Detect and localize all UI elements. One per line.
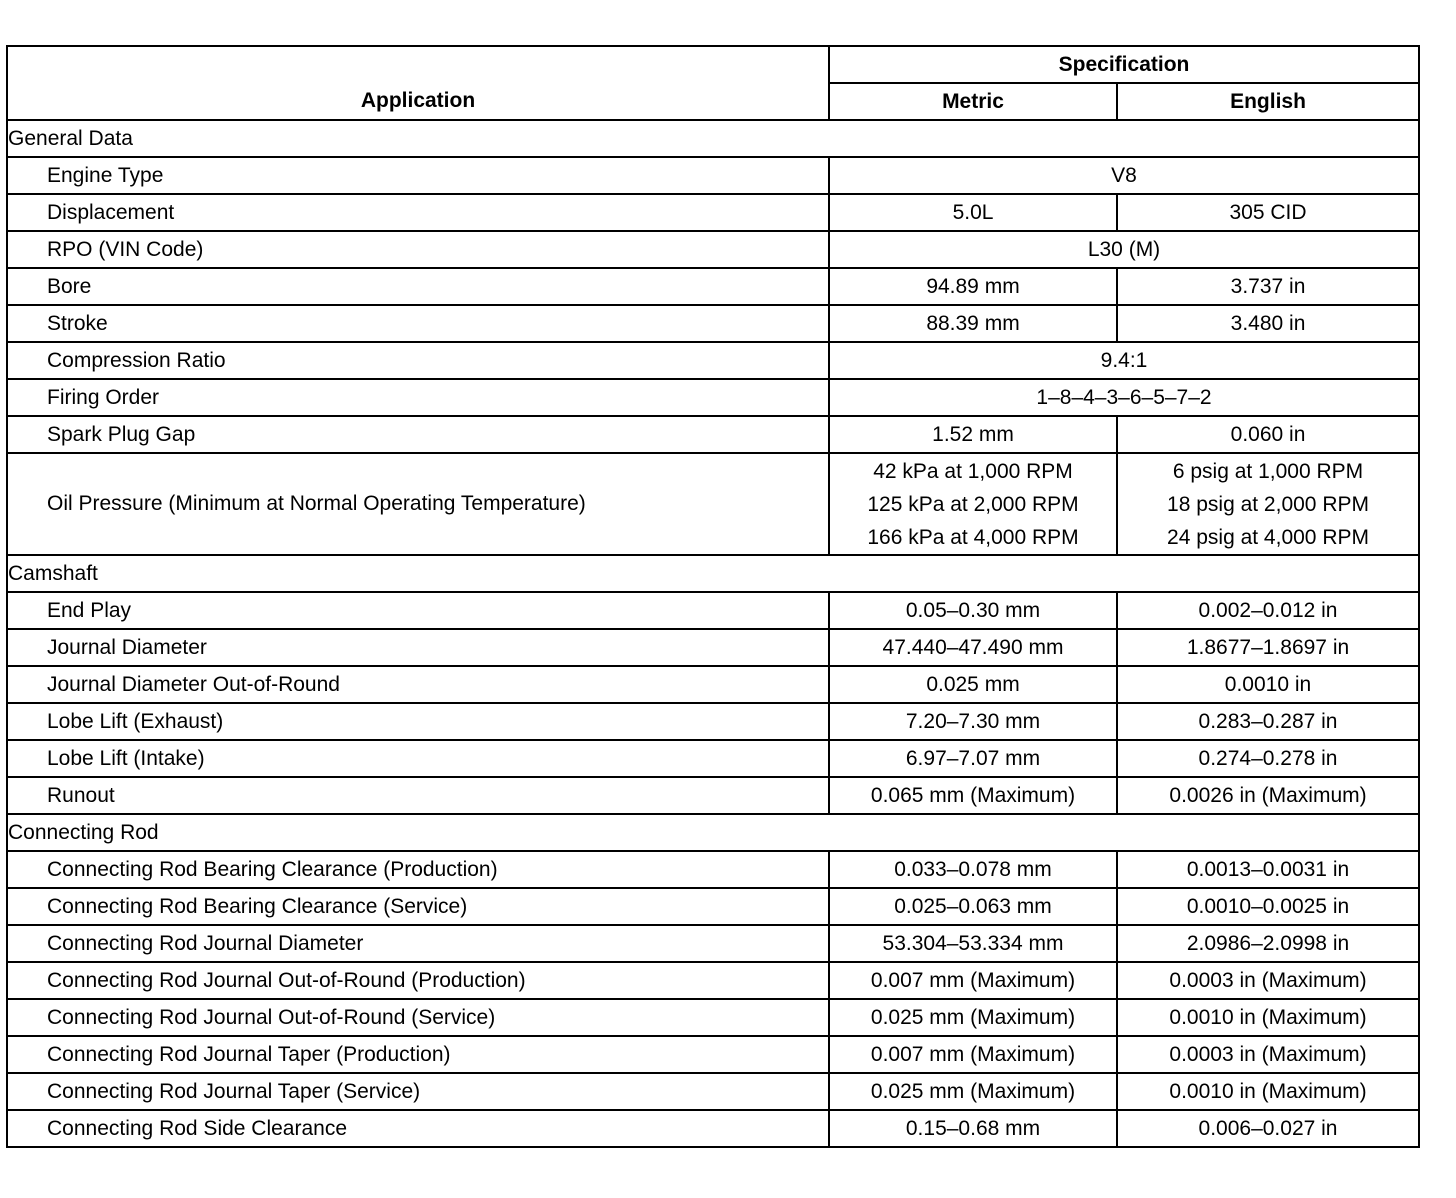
spec-line: 166 kPa at 4,000 RPM bbox=[867, 525, 1079, 549]
metric-cell: 0.025 mm (Maximum) bbox=[829, 1073, 1117, 1110]
table-row bbox=[7, 1110, 1419, 1147]
metric-cell: 0.033–0.078 mm bbox=[829, 851, 1117, 888]
english-cell: 3.480 in bbox=[1117, 305, 1419, 342]
table-row bbox=[7, 629, 1419, 666]
metric-cell: 0.065 mm (Maximum) bbox=[829, 777, 1117, 814]
metric-cell: 6.97–7.07 mm bbox=[829, 740, 1117, 777]
table-row bbox=[7, 1036, 1419, 1073]
metric-cell bbox=[829, 453, 1117, 555]
combined-spec-cell: 9.4:1 bbox=[829, 342, 1419, 379]
table-row bbox=[7, 962, 1419, 999]
english-cell: 0.002–0.012 in bbox=[1117, 592, 1419, 629]
table-row bbox=[7, 777, 1419, 814]
application-cell: Compression Ratio bbox=[7, 342, 829, 379]
section-title: Camshaft bbox=[7, 555, 1419, 592]
table-row bbox=[7, 231, 1419, 268]
metric-cell: 1.52 mm bbox=[829, 416, 1117, 453]
spec-line: 42 kPa at 1,000 RPM bbox=[873, 459, 1073, 483]
application-cell: RPO (VIN Code) bbox=[7, 231, 829, 268]
application-cell: Bore bbox=[7, 268, 829, 305]
combined-spec-cell: L30 (M) bbox=[829, 231, 1419, 268]
table-row bbox=[7, 888, 1419, 925]
english-cell: 0.0010 in (Maximum) bbox=[1117, 1073, 1419, 1110]
table-row bbox=[7, 194, 1419, 231]
english-cell: 0.0010–0.0025 in bbox=[1117, 888, 1419, 925]
metric-header: Metric bbox=[829, 83, 1117, 120]
section-row bbox=[7, 120, 1419, 157]
application-cell: Firing Order bbox=[7, 379, 829, 416]
application-cell: Connecting Rod Bearing Clearance (Production) bbox=[7, 851, 829, 888]
table-row bbox=[7, 416, 1419, 453]
english-cell: 305 CID bbox=[1117, 194, 1419, 231]
table-row bbox=[7, 1073, 1419, 1110]
table-header bbox=[7, 46, 1419, 120]
english-cell: 3.737 in bbox=[1117, 268, 1419, 305]
table-row bbox=[7, 453, 1419, 555]
metric-cell: 0.025 mm (Maximum) bbox=[829, 999, 1117, 1036]
application-cell: Connecting Rod Side Clearance bbox=[7, 1110, 829, 1147]
metric-cell: 5.0L bbox=[829, 194, 1117, 231]
english-cell: 0.006–0.027 in bbox=[1117, 1110, 1419, 1147]
section-row bbox=[7, 814, 1419, 851]
application-cell: Spark Plug Gap bbox=[7, 416, 829, 453]
application-cell: Displacement bbox=[7, 194, 829, 231]
section-title: General Data bbox=[7, 120, 1419, 157]
spec-line: 24 psig at 4,000 RPM bbox=[1167, 525, 1369, 549]
english-cell: 1.8677–1.8697 in bbox=[1117, 629, 1419, 666]
metric-cell: 0.025–0.063 mm bbox=[829, 888, 1117, 925]
application-cell: Stroke bbox=[7, 305, 829, 342]
table-row bbox=[7, 268, 1419, 305]
metric-cell: 94.89 mm bbox=[829, 268, 1117, 305]
table-row bbox=[7, 925, 1419, 962]
metric-cell: 47.440–47.490 mm bbox=[829, 629, 1117, 666]
table-row bbox=[7, 999, 1419, 1036]
english-cell: 0.0013–0.0031 in bbox=[1117, 851, 1419, 888]
spec-line: 6 psig at 1,000 RPM bbox=[1172, 459, 1364, 483]
table-row bbox=[7, 851, 1419, 888]
spec-line: 125 kPa at 2,000 RPM bbox=[867, 492, 1079, 516]
application-cell: Connecting Rod Journal Out-of-Round (Production) bbox=[7, 962, 829, 999]
metric-cell: 88.39 mm bbox=[829, 305, 1117, 342]
application-cell: Runout bbox=[7, 777, 829, 814]
application-cell: Connecting Rod Journal Diameter bbox=[7, 925, 829, 962]
application-cell: Connecting Rod Journal Taper (Production) bbox=[7, 1036, 829, 1073]
table-row bbox=[7, 740, 1419, 777]
metric-cell: 53.304–53.334 mm bbox=[829, 925, 1117, 962]
table-row bbox=[7, 703, 1419, 740]
table-row bbox=[7, 157, 1419, 194]
english-cell: 0.0026 in (Maximum) bbox=[1117, 777, 1419, 814]
application-cell: Journal Diameter bbox=[7, 629, 829, 666]
application-cell: Connecting Rod Journal Out-of-Round (Service) bbox=[7, 999, 829, 1036]
english-cell: 0.0003 in (Maximum) bbox=[1117, 1036, 1419, 1073]
application-cell: End Play bbox=[7, 592, 829, 629]
application-header: Application bbox=[7, 46, 829, 120]
application-cell: Oil Pressure (Minimum at Normal Operating Temperature) bbox=[7, 453, 829, 555]
specification-header: Specification bbox=[829, 46, 1419, 83]
application-cell: Connecting Rod Bearing Clearance (Service) bbox=[7, 888, 829, 925]
metric-cell: 0.025 mm bbox=[829, 666, 1117, 703]
table-row bbox=[7, 342, 1419, 379]
metric-cell: 0.05–0.30 mm bbox=[829, 592, 1117, 629]
english-cell: 0.0010 in bbox=[1117, 666, 1419, 703]
english-cell: 2.0986–2.0998 in bbox=[1117, 925, 1419, 962]
english-cell: 0.274–0.278 in bbox=[1117, 740, 1419, 777]
application-cell: Journal Diameter Out-of-Round bbox=[7, 666, 829, 703]
application-cell: Engine Type bbox=[7, 157, 829, 194]
english-cell: 0.283–0.287 in bbox=[1117, 703, 1419, 740]
metric-cell: 0.15–0.68 mm bbox=[829, 1110, 1117, 1147]
table-row bbox=[7, 666, 1419, 703]
english-cell: 0.0010 in (Maximum) bbox=[1117, 999, 1419, 1036]
application-cell: Lobe Lift (Exhaust) bbox=[7, 703, 829, 740]
table-row bbox=[7, 379, 1419, 416]
section-title: Connecting Rod bbox=[7, 814, 1419, 851]
english-cell: 0.0003 in (Maximum) bbox=[1117, 962, 1419, 999]
english-header: English bbox=[1117, 83, 1419, 120]
combined-spec-cell: 1–8–4–3–6–5–7–2 bbox=[829, 379, 1419, 416]
metric-cell: 7.20–7.30 mm bbox=[829, 703, 1117, 740]
english-cell bbox=[1117, 453, 1419, 555]
specification-table bbox=[6, 45, 1420, 1148]
english-cell: 0.060 in bbox=[1117, 416, 1419, 453]
table-body bbox=[7, 120, 1419, 1147]
spec-line: 18 psig at 2,000 RPM bbox=[1167, 492, 1369, 516]
metric-cell: 0.007 mm (Maximum) bbox=[829, 1036, 1117, 1073]
metric-cell: 0.007 mm (Maximum) bbox=[829, 962, 1117, 999]
application-cell: Lobe Lift (Intake) bbox=[7, 740, 829, 777]
table-row bbox=[7, 592, 1419, 629]
section-row bbox=[7, 555, 1419, 592]
application-cell: Connecting Rod Journal Taper (Service) bbox=[7, 1073, 829, 1110]
table-row bbox=[7, 305, 1419, 342]
combined-spec-cell: V8 bbox=[829, 157, 1419, 194]
